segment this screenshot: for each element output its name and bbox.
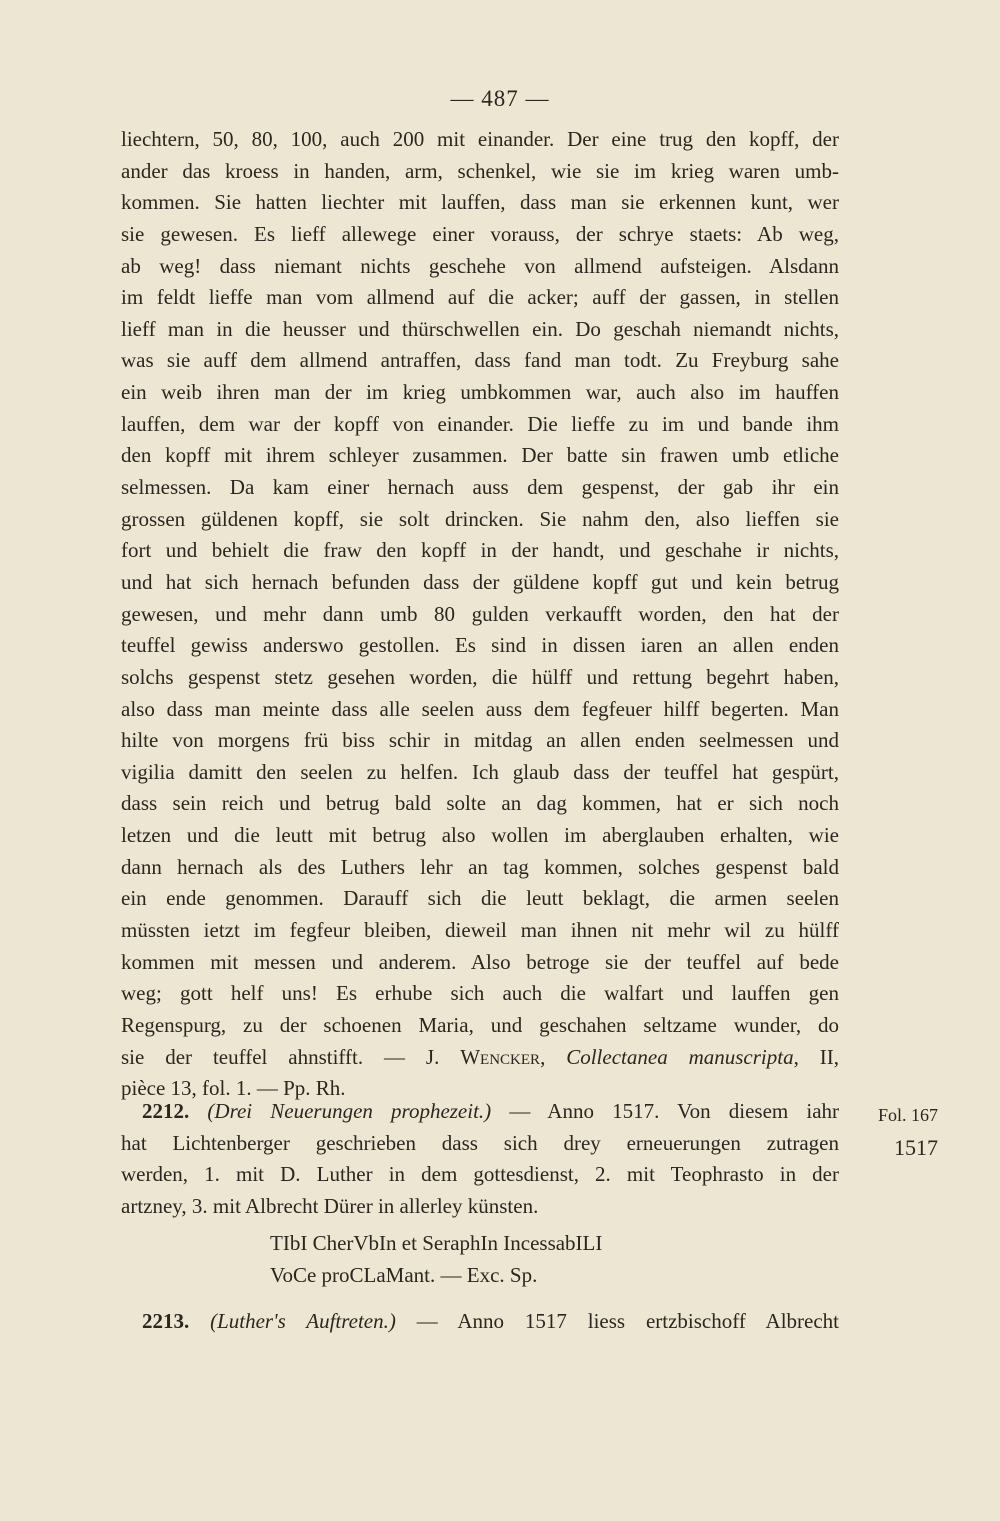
paragraph-continuation [121,124,839,1105]
text-line: ein weib ihren man der im krieg umbkommen war, auch also im hauffen [121,380,839,405]
text-line: ander das kroess in handen, arm, schenkel, wie sie im krieg waren umb- [121,158,839,183]
citation-line [121,1042,839,1074]
entry-heading-rest: — Anno 1517 liess ertzbischoff Albrecht [395,1309,840,1333]
entry-2212-lines [121,1128,839,1223]
citation-separator: , [540,1044,567,1069]
entry-2212 [121,1096,839,1223]
entry-number: 2213. [142,1309,190,1333]
paragraph-lines [121,124,839,1042]
text-line: werden, 1. mit D. Luther in dem gottesdienst, 2. mit Teophrasto in der [121,1162,839,1187]
page-number: — 487 — [450,86,550,111]
text-line: hilte von morgens frü biss schir in mitdag an allen enden seelmessen und [121,728,839,753]
text-line: kommen mit messen und anderem. Also betroge sie der teuffel auf bede [121,949,839,974]
text-line: selmessen. Da kam einer hernach auss dem gespenst, der gab ihr ein [121,475,839,500]
entry-title: (Luther's Auftreten.) [210,1309,396,1333]
entry-2213-heading [121,1306,839,1338]
chronogram-verse [270,1228,602,1291]
citation-prefix: sie der teuffel ahnstifft. — J. [121,1044,461,1069]
entry-number: 2212. [142,1099,190,1123]
text-line: und hat sich hernach befunden dass der güldene kopff gut und kein betrug [121,569,839,594]
text-line: lauffen, dem war der kopff von einander. Die lieffe zu im und bande ihm [121,411,839,436]
margin-folio: Fol. 167 [877,1105,938,1125]
citation-author: Wencker [460,1044,541,1069]
text-line: ab weg! dass niemant nichts geschehe von allmend aufsteigen. Alsdann [121,253,839,278]
text-line: vigilia damitt den seelen zu helfen. Ich glaub dass der teuffel hat gespürt, [121,759,839,784]
margin-note [860,1100,938,1163]
text-line: hat Lichtenberger geschrieben dass sich drey erneuerungen zutragen [121,1130,839,1155]
text-line: den kopff mit ihrem schleyer zusammen. Der batte sin frawen umb etliche [121,443,839,468]
margin-year: 1517 [894,1134,938,1160]
entry-2213 [121,1306,839,1338]
text-line: ein ende genommen. Darauff sich die leutt beklagt, die armen seelen [121,886,839,911]
text-line: müssten ietzt im fegfeur bleiben, dieweil man ihnen nit mehr wil zu hülff [121,918,839,943]
text-line: fort und behielt die fraw den kopff in der handt, und geschahe ir nichts, [121,538,839,563]
chronogram-line-2: VoCe proCLaMant. — Exc. Sp. [270,1262,538,1287]
chronogram-line-1: TIbI CherVbIn et SeraphIn IncessabILI [270,1231,603,1255]
entry-heading-rest: — Anno 1517. Von diesem iahr [491,1099,840,1123]
text-line: im feldt lieffe man vom allmend auf die acker; auff der gassen, in stellen [121,285,839,310]
text-line: artzney, 3. mit Albrecht Dürer in allerley künsten. [121,1193,539,1218]
text-line: weg; gott helf uns! Es erhube sich auch die walfart und lauffen gen [121,981,839,1006]
text-line: also dass man meinte dass alle seelen auss dem fegfeuer hilff begerten. Man [121,696,839,721]
text-line: lieff man in die heusser und thürschwellen ein. Do geschah niemandt nichts, [121,316,839,341]
entry-title: (Drei Neuerungen prophezeit.) [207,1099,492,1123]
text-line: Regenspurg, zu der schoenen Maria, und geschahen seltzame wunder, do [121,1012,839,1037]
text-line: was sie auff dem allmend antraffen, dass fand man todt. Zu Freyburg sahe [121,348,839,373]
citation-suffix: , II, [793,1044,839,1069]
text-line: gewesen, und mehr dann umb 80 gulden verkaufft worden, den hat der [121,601,839,626]
text-line: dass sein reich und betrug bald solte an dag kommen, hat er sich noch [121,791,839,816]
text-line: dann hernach als des Luthers lehr an tag kommen, solches gespenst bald [121,854,839,879]
entry-2212-heading [121,1096,839,1128]
text-line: kommen. Sie hatten liechter mit lauffen, dass man sie erkennen kunt, wer [121,190,839,215]
text-line: solchs gespenst stetz gesehen worden, die hülff und rettung begehrt haben, [121,664,839,689]
text-line: grossen güldenen kopff, sie solt drincken. Sie nahm den, also lieffen sie [121,506,839,531]
text-line: teuffel gewiss anderswo gestollen. Es sind in dissen iaren an allen enden [121,633,839,658]
text-line: letzen und die leutt mit betrug also wollen im aberglauben erhalten, wie [121,823,839,848]
citation-title: Collectanea manuscripta [566,1044,794,1069]
text-line: sie gewesen. Es lieff allewege einer vorauss, der schrye staets: Ab weg, [121,221,839,246]
text-line: liechtern, 50, 80, 100, auch 200 mit einander. Der eine trug den kopff, der [121,127,839,151]
citation-last-line: pièce 13, fol. 1. — Pp. Rh. [121,1076,346,1101]
